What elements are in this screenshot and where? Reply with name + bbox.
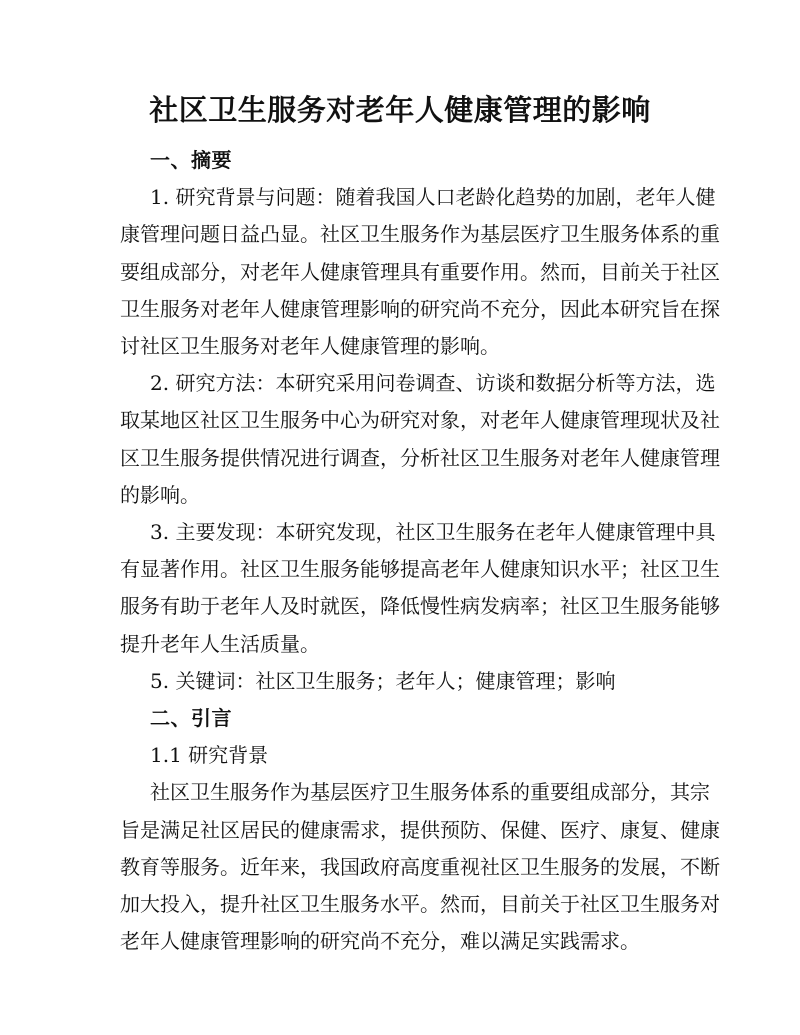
paragraph-line: 服务有助于老年人及时就医，降低慢性病发病率；社区卫生服务能够 [120,594,720,619]
paragraph-line: 老年人健康管理影响的研究尚不充分，难以满足实践需求。 [120,929,640,954]
document-title: 社区卫生服务对老年人健康管理的影响 [149,93,651,127]
section-heading-introduction: 二、引言 [150,706,232,731]
paragraph-line: 提升老年人生活质量。 [120,631,320,656]
paragraph-line: 讨社区卫生服务对老年人健康管理的影响。 [120,334,500,359]
abstract-paragraph-findings [120,514,720,663]
paragraph-line: 的影响。 [120,482,200,507]
paragraph-line: 教育等服务。近年来，我国政府高度重视社区卫生服务的发展，不断 [120,854,720,879]
keywords-line: 5. 关键词：社区卫生服务；老年人；健康管理；影响 [150,668,616,693]
paragraph-line: 康管理问题日益凸显。社区卫生服务作为基层医疗卫生服务体系的重 [120,222,720,247]
paragraph-line: 有显著作用。社区卫生服务能够提高老年人健康知识水平；社区卫生 [120,557,720,582]
paragraph-line: 取某地区社区卫生服务中心为研究对象，对老年人健康管理现状及社 [120,408,720,433]
paragraph-line: 区卫生服务提供情况进行调查，分析社区卫生服务对老年人健康管理 [120,445,720,470]
abstract-paragraph-methods [120,365,720,514]
introduction-paragraph [120,774,720,960]
paragraph-line: 加大投入，提升社区卫生服务水平。然而，目前关于社区卫生服务对 [120,892,720,917]
section-heading-abstract: 一、摘要 [150,148,232,172]
paragraph-line: 2. 研究方法：本研究采用问卷调查、访谈和数据分析等方法，选 [150,371,716,396]
paragraph-line: 社区卫生服务作为基层医疗卫生服务体系的重要组成部分，其宗 [150,780,710,805]
abstract-paragraph-keywords [120,663,680,700]
document-body [120,142,720,960]
paragraph-line: 1. 研究背景与问题：随着我国人口老龄化趋势的加剧，老年人健 [150,185,716,210]
paragraph-line: 要组成部分，对老年人健康管理具有重要作用。然而，目前关于社区 [120,259,720,284]
abstract-paragraph-background [120,179,720,365]
paragraph-line: 3. 主要发现：本研究发现，社区卫生服务在老年人健康管理中具 [150,520,716,545]
paragraph-line: 旨是满足社区居民的健康需求，提供预防、保健、医疗、康复、健康 [120,817,720,842]
paragraph-line: 卫生服务对老年人健康管理影响的研究尚不充分，因此本研究旨在探 [120,296,720,321]
subsection-heading-background: 1.1 研究背景 [150,743,269,768]
